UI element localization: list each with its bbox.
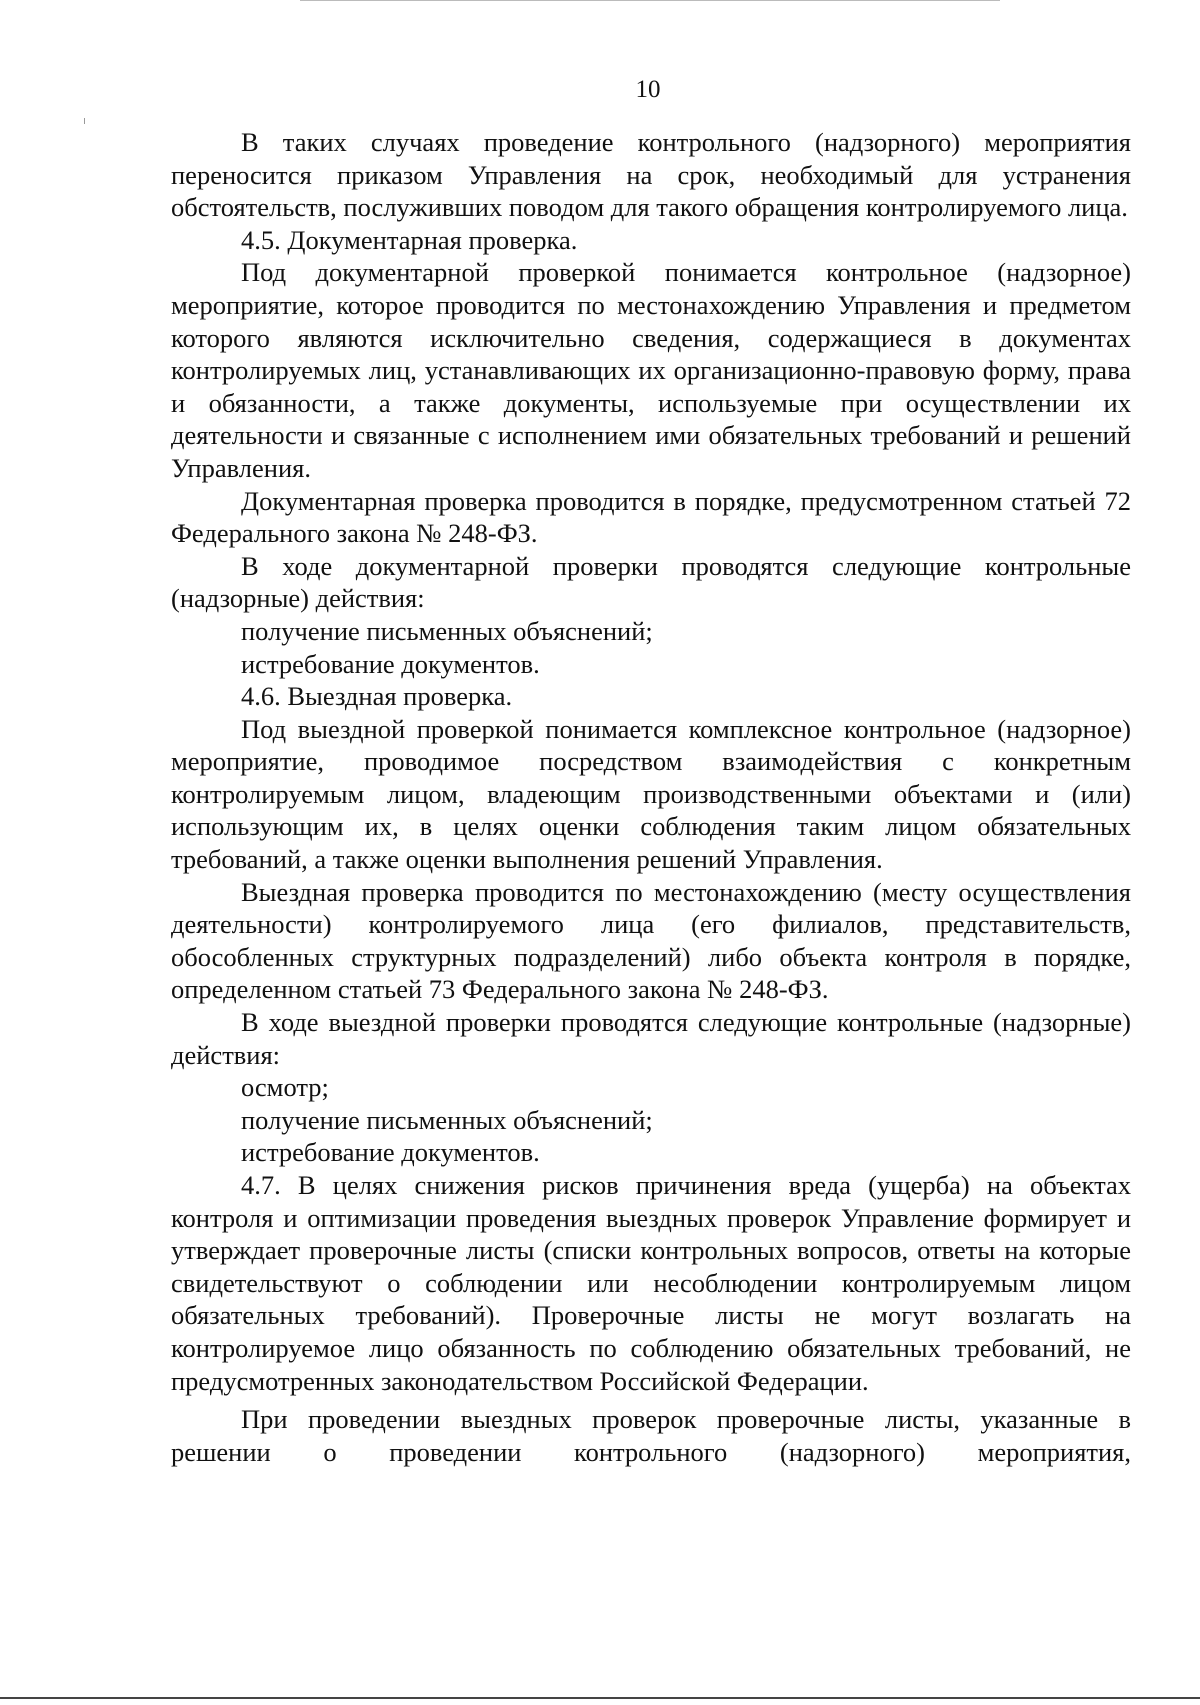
list-item-explanations: получение письменных объяснений; xyxy=(241,615,653,646)
section-heading-4-6: 4.6. Выездная проверка. xyxy=(241,681,513,712)
paragraph-field-definition: Под выездной проверкой понимается комплексное контрольное (надзорное) мероприятие, проводимое посредством взаимодействия с конкретным контролируемым лицом, владеющим производственными объектами и (или) использующим их, в целях оценки соблюдения таким лицом обязательных требований, а также оценки выполнения решений Управления. xyxy=(171,713,1131,875)
paragraph-documentary-procedure: Документарная проверка проводится в порядке, предусмотренном статьей 72 Федерального закона № 248-ФЗ. xyxy=(171,485,1131,549)
paragraph-documentary-definition: Под документарной проверкой понимается контрольное (надзорное) мероприятие, которое проводится по местонахождению Управления и предметом которого являются исключительно сведения, содержащиеся в документах контролируемых лиц, устанавливающих их организационно-правовую форму, права и обязанности, а также документы, используемые при осуществлении их деятельности и связанные с исполнением ими обязательных требований и решений Управления. xyxy=(171,257,1131,483)
paragraph-checklists-usage: При проведении выездных проверок проверочные листы, указанные в решении о проведении контрольного (надзорного) мероприятия, xyxy=(171,1404,1131,1467)
list-item-documents-2: истребование документов. xyxy=(241,1137,540,1168)
paragraph-documentary-actions-intro: В ходе документарной проверки проводятся следующие контрольные (надзорные) действия: xyxy=(171,550,1131,614)
paragraph-field-actions-intro: В ходе выездной проверки проводятся следующие контрольные (надзорные) действия: xyxy=(171,1007,1131,1070)
list-item-documents: истребование документов. xyxy=(241,648,540,679)
paragraph-field-procedure: Выездная проверка проводится по местонахождению (месту осуществления деятельности) контролируемого лица (его филиалов, представительств, обособленных структурных подразделений) либо объекта контроля в порядке, определенном статьей 73 Федерального закона № 248-ФЗ. xyxy=(171,876,1131,1005)
paragraph-cases-postponement: В таких случаях проведение контрольного (надзорного) мероприятия переносится приказом Управления на срок, необходимый для устранения обстоятельств, послуживших поводом для такого обращения контролируемого лица. xyxy=(171,127,1131,223)
scan-edge-bottom xyxy=(0,1697,1200,1699)
document-body xyxy=(171,126,1131,1468)
scan-edge-top xyxy=(300,0,1000,1)
scan-mark xyxy=(84,118,85,124)
list-item-explanations-2: получение письменных объяснений; xyxy=(241,1104,653,1135)
list-item-inspection: осмотр; xyxy=(241,1072,329,1103)
section-heading-4-5: 4.5. Документарная проверка. xyxy=(241,224,578,255)
paragraph-section-4-7: 4.7. В целях снижения рисков причинения вреда (ущерба) на объектах контроля и оптимизации проведения выездных проверок Управление формирует и утверждает проверочные листы (списки контрольных вопросов, ответы на которые свидетельствуют о соблюдении или несоблюдении контролируемым лицом обязательных требований). Проверочные листы не могут возлагать на контролируемое лицо обязанность по соблюдению обязательных требований, не предусмотренных законодательством Российской Федерации. xyxy=(171,1170,1131,1396)
page-number: 10 xyxy=(635,76,661,103)
